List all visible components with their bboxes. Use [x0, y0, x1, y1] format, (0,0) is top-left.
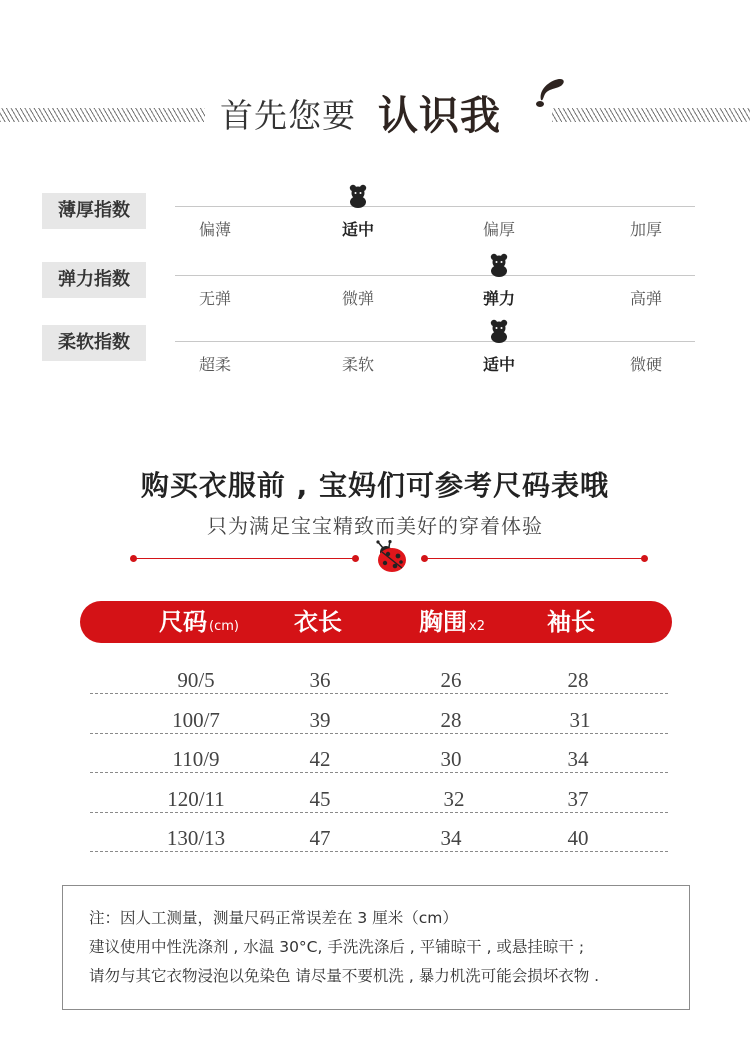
index-label: 柔软指数: [42, 325, 146, 361]
table-cell: 130/13: [166, 826, 226, 850]
header-col-size-suffix: (cm): [209, 619, 239, 634]
index-option: 弹力: [482, 289, 515, 308]
bear-marker-icon: [488, 319, 510, 343]
header-col-sleeve: [547, 601, 595, 643]
index-option: 微弹: [341, 289, 374, 308]
header-title-bold: 认识我: [378, 93, 501, 139]
header-col-chest: [419, 601, 485, 643]
table-cell: 47: [309, 826, 331, 850]
table-cell: 45: [309, 786, 331, 811]
table-cell: 34: [567, 747, 589, 771]
table-cell: 100/7: [172, 707, 220, 732]
note-line-wash: 建议使用中性洗涤剂 , 水温 30°C, 手洗洗涤后 , 平铺晾干 , 或悬挂晾干 ;: [89, 938, 585, 956]
bear-marker-icon: [488, 253, 510, 277]
table-row-divider: [90, 693, 668, 694]
header-hatch-left: [0, 108, 205, 122]
table-row-divider: [90, 772, 668, 773]
care-note-box: [62, 885, 690, 1010]
index-scale-line: [175, 206, 695, 207]
size-table-header: [80, 601, 672, 643]
table-cell: 110/9: [172, 747, 220, 771]
size-section-title: 购买衣服前 , 宝妈们可参考尺码表哦: [140, 469, 610, 502]
table-cell: 26: [440, 668, 462, 692]
table-cell: 120/11: [167, 786, 225, 811]
table-row-divider: [90, 851, 668, 852]
table-cell: 30: [440, 747, 462, 771]
table-cell: 42: [309, 747, 331, 771]
header-col-length: [294, 601, 342, 643]
deco-dot-mid-left: [352, 555, 359, 562]
note-line-measure: 注：因人工测量，测量尺码正常误差在 3 厘米（cm）: [89, 909, 458, 927]
table-cell: 90/5: [177, 668, 215, 692]
index-option: 超柔: [198, 355, 231, 374]
index-option: 偏厚: [482, 220, 515, 239]
table-cell: 32: [443, 786, 465, 811]
index-option: 加厚: [629, 220, 662, 239]
index-scale-line: [175, 341, 695, 342]
table-cell: 37: [567, 786, 589, 811]
header-col-length-label: 衣长: [294, 608, 342, 636]
header-col-size: [159, 601, 239, 643]
index-option: 偏薄: [198, 220, 231, 239]
index-label: 薄厚指数: [42, 193, 146, 229]
header-col-sleeve-label: 袖长: [547, 608, 595, 636]
table-row-divider: [90, 733, 668, 734]
header-col-chest-suffix: x2: [469, 619, 485, 634]
table-cell: 31: [569, 707, 591, 732]
deco-dot-right: [641, 555, 648, 562]
size-section-subtitle: 只为满足宝宝精致而美好的穿着体验: [207, 514, 543, 538]
table-cell: 34: [440, 826, 462, 850]
table-cell: 28: [440, 707, 462, 732]
table-cell: 28: [567, 668, 589, 692]
table-cell: 40: [567, 826, 589, 850]
deco-line-right: [425, 558, 645, 559]
index-option: 适中: [482, 355, 515, 374]
header-hatch-right: [552, 108, 750, 122]
table-row-divider: [90, 812, 668, 813]
note-line-warning: 请勿与其它衣物浸泡以免染色 请尽量不要机洗 , 暴力机洗可能会损坏衣物 .: [89, 967, 600, 985]
index-option: 微硬: [629, 355, 662, 374]
ladybug-icon: [370, 540, 410, 574]
header-title-light: 首先您要: [220, 96, 356, 135]
index-option: 适中: [341, 220, 374, 239]
header-col-chest-label: 胸围: [419, 608, 467, 636]
index-scale-line: [175, 275, 695, 276]
splash-icon: [533, 74, 567, 108]
table-cell: 36: [309, 668, 331, 692]
deco-line-left: [134, 558, 356, 559]
index-label: 弹力指数: [42, 262, 146, 298]
index-option: 高弹: [629, 289, 662, 308]
index-option: 无弹: [198, 289, 231, 308]
header-col-size-label: 尺码: [159, 608, 207, 636]
table-cell: 39: [309, 707, 331, 732]
index-option: 柔软: [341, 355, 374, 374]
bear-marker-icon: [347, 184, 369, 208]
